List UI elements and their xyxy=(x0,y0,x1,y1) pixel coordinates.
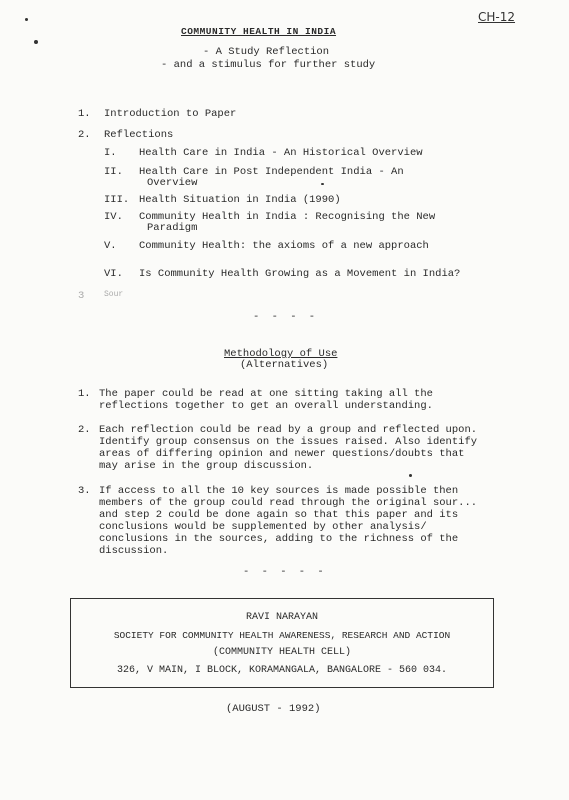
document-title: COMMUNITY HEALTH IN INDIA xyxy=(181,26,337,37)
toc-item-1-number: 1. xyxy=(78,108,91,120)
organization-name: SOCIETY FOR COMMUNITY HEALTH AWARENESS, RESEARCH AND ACTION xyxy=(113,630,451,641)
toc-item-2-text: Reflections xyxy=(104,129,174,141)
reflection-number: III. xyxy=(104,194,130,206)
methodology-heading: Methodology of Use xyxy=(224,348,338,360)
document-code: CH-12 xyxy=(478,10,516,24)
reflection-title: Community Health: the axioms of a new approach xyxy=(139,240,429,252)
method-line: conclusions would be supplemented by other analysis/ xyxy=(99,521,427,533)
speck-mark xyxy=(321,183,324,185)
reflection-title: Is Community Health Growing as a Movement in India? xyxy=(139,268,461,280)
author-name: RAVI NARAYAN xyxy=(245,612,318,623)
speck-mark xyxy=(409,474,412,477)
subtitle-line-2: - and a stimulus for further study xyxy=(161,59,376,71)
method-number: 2. xyxy=(78,424,91,436)
reflection-number: IV. xyxy=(104,211,123,223)
toc-item-2-number: 2. xyxy=(78,129,91,141)
method-line: Each reflection could be read by a group and reflected upon. xyxy=(99,424,478,436)
method-number: 3. xyxy=(78,485,91,497)
method-line: conclusions in the sources, adding to the richness of the xyxy=(99,533,459,545)
reflection-number: VI. xyxy=(104,268,123,280)
method-number: 1. xyxy=(78,388,91,400)
reflection-title: Health Situation in India (1990) xyxy=(139,194,341,206)
methodology-subheading: (Alternatives) xyxy=(240,359,329,371)
section-separator: - - - - xyxy=(253,311,319,323)
reflection-title-cont: Paradigm xyxy=(147,222,198,234)
method-line: members of the group could read through the original sour... xyxy=(99,497,478,509)
reflection-title: Health Care in India - An Historical Overview xyxy=(139,147,423,159)
toc-item-3-number: 3 xyxy=(78,290,85,302)
organization-cell: (COMMUNITY HEALTH CELL) xyxy=(212,647,352,658)
method-line: Identify group consensus on the issues raised. Also identify xyxy=(99,436,478,448)
method-line: reflections together to get an overall understanding. xyxy=(99,400,433,412)
method-line: If access to all the 10 key sources is made possible then xyxy=(99,485,459,497)
method-line: may arise in the group discussion. xyxy=(99,460,314,472)
speck-mark xyxy=(25,18,28,21)
organization-address: 326, V MAIN, I BLOCK, KORAMANGALA, BANGALORE - 560 034. xyxy=(116,665,448,676)
toc-item-3-text: Sour xyxy=(104,290,124,299)
speck-mark xyxy=(34,40,38,44)
document-date: (AUGUST - 1992) xyxy=(226,703,321,715)
section-separator: - - - - - xyxy=(243,566,327,578)
toc-item-1-text: Introduction to Paper xyxy=(104,108,237,120)
reflection-number: V. xyxy=(104,240,117,252)
method-line: areas of differing opinion and newer questions/doubts that xyxy=(99,448,465,460)
method-line: and step 2 could be done again so that this paper and its xyxy=(99,509,459,521)
method-line: discussion. xyxy=(99,545,169,557)
subtitle-line-1: - A Study Reflection xyxy=(203,46,330,58)
contact-box xyxy=(70,598,494,688)
reflection-number: I. xyxy=(104,147,117,159)
reflection-title-cont: Overview xyxy=(147,177,198,189)
method-line: The paper could be read at one sitting taking all the xyxy=(99,388,433,400)
reflection-title: Health Care in Post Independent India - An xyxy=(139,166,404,178)
reflection-number: II. xyxy=(104,166,123,178)
reflection-title: Community Health in India : Recognising the New xyxy=(139,211,436,223)
